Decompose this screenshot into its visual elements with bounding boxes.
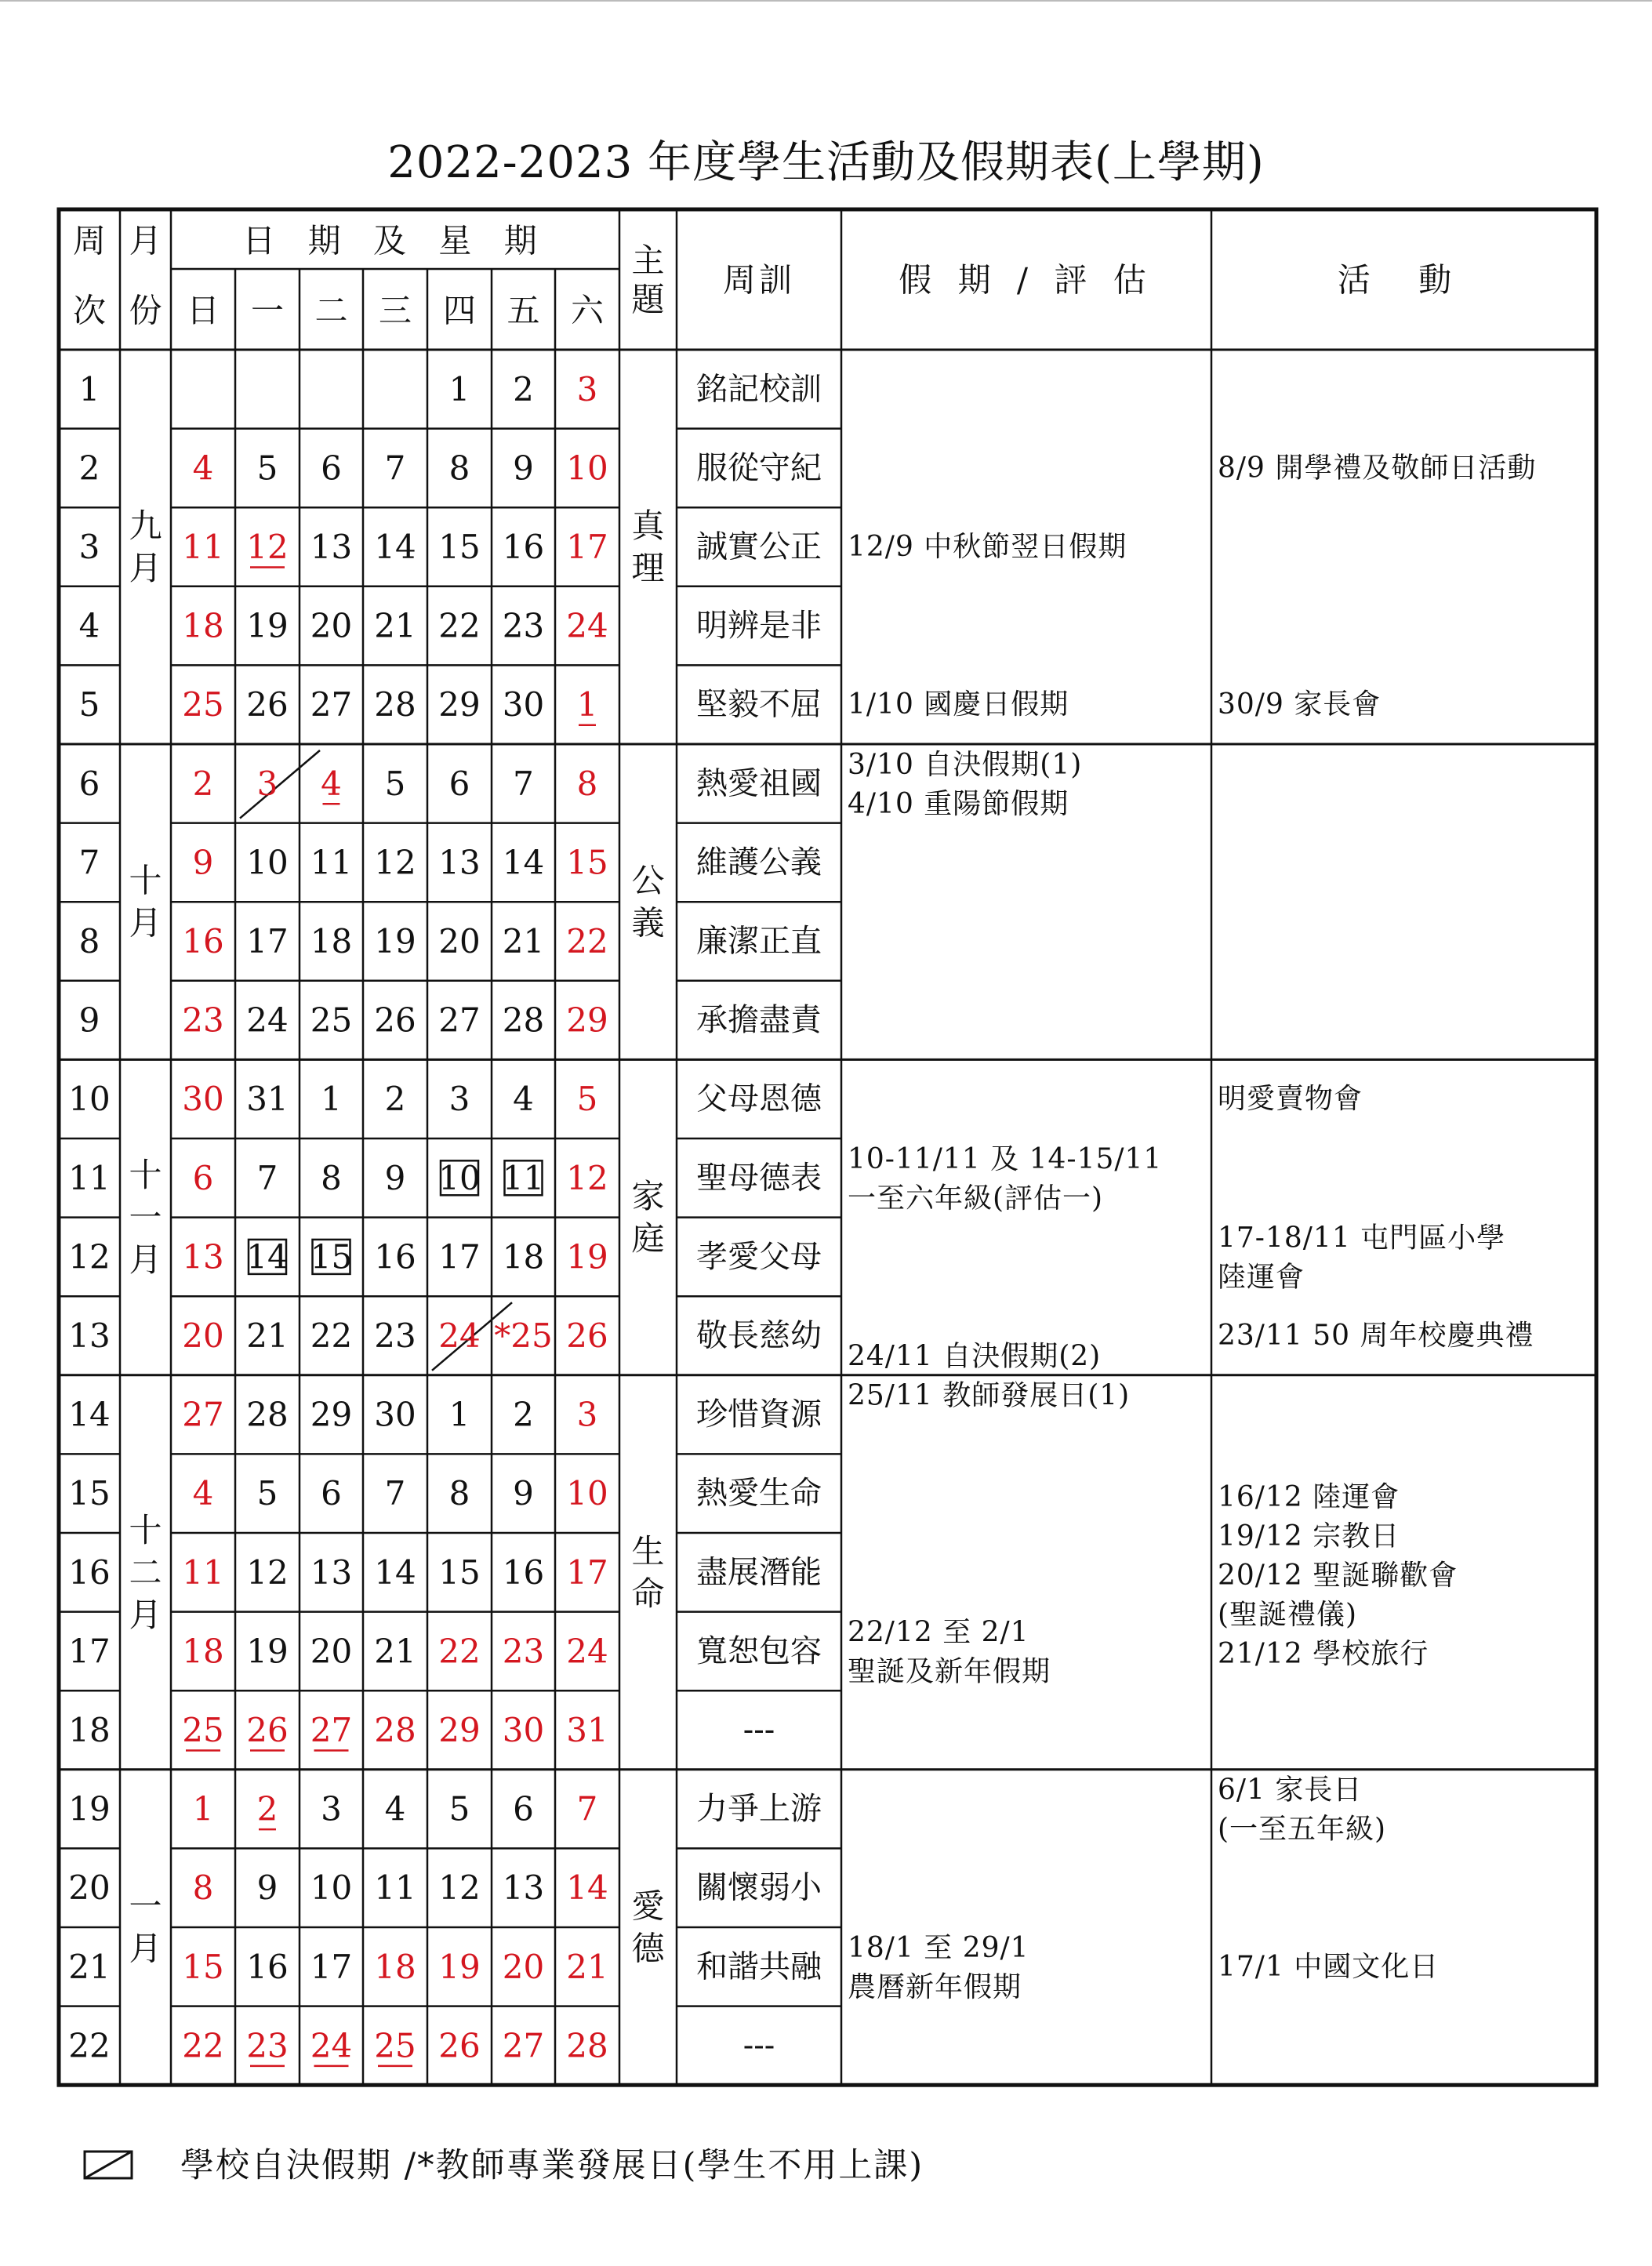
theme-label: 義 bbox=[631, 903, 665, 942]
week-motto: 堅毅不屈 bbox=[696, 686, 822, 723]
week-number: 3 bbox=[78, 528, 100, 566]
day-number: 22 bbox=[438, 606, 481, 645]
activity-note: 16/12 陸運會 bbox=[1218, 1480, 1400, 1513]
header-weekday: 日 bbox=[186, 291, 220, 330]
week-motto: 聖母德表 bbox=[696, 1160, 822, 1197]
slash-box-icon bbox=[83, 2150, 133, 2180]
week-motto: 熱愛生命 bbox=[696, 1475, 822, 1512]
header-holidays: 假 期 / 評 估 bbox=[899, 260, 1154, 300]
holiday-note: 一至六年級(評估一) bbox=[848, 1182, 1104, 1215]
holiday-note: 18/1 至 29/1 bbox=[848, 1931, 1029, 1964]
week-number: 21 bbox=[68, 1947, 111, 1986]
day-number: 8 bbox=[321, 1158, 342, 1197]
week-motto: 維護公義 bbox=[696, 844, 822, 881]
week-motto: 敬長慈幼 bbox=[696, 1317, 822, 1354]
header-weekday: 一 bbox=[250, 291, 285, 330]
week-number: 19 bbox=[68, 1789, 111, 1828]
day-number: 28 bbox=[246, 1395, 289, 1434]
week-number: 8 bbox=[78, 922, 100, 961]
week-number: 7 bbox=[78, 843, 100, 882]
day-number: 2 bbox=[384, 1080, 406, 1119]
day-number: 18 bbox=[182, 1632, 224, 1671]
week-motto: 銘記校訓 bbox=[696, 371, 822, 408]
day-number: 7 bbox=[576, 1789, 598, 1828]
week-motto: 承擔盡責 bbox=[696, 1002, 822, 1039]
day-number: 19 bbox=[438, 1947, 481, 1986]
day-number: 10 bbox=[566, 1474, 608, 1513]
theme-label: 庭 bbox=[631, 1219, 665, 1258]
theme-label: 理 bbox=[631, 549, 665, 587]
day-number: 21 bbox=[374, 1632, 416, 1671]
holiday-note: 12/9 中秋節翌日假期 bbox=[848, 531, 1127, 563]
day-number: 24 bbox=[566, 1632, 608, 1671]
activity-note: 8/9 開學禮及敬師日活動 bbox=[1218, 452, 1537, 485]
day-number: 23 bbox=[502, 606, 545, 645]
day-number: 12 bbox=[566, 1158, 608, 1197]
day-number: 10 bbox=[566, 448, 608, 488]
day-number: 28 bbox=[374, 685, 416, 724]
day-number: 30 bbox=[502, 685, 545, 724]
day-number: 24 bbox=[310, 2026, 353, 2065]
day-number: 15 bbox=[438, 528, 481, 566]
day-number: 29 bbox=[438, 685, 481, 724]
month-label: 一 bbox=[129, 1887, 162, 1926]
day-number: 30 bbox=[374, 1395, 416, 1434]
day-number: 31 bbox=[566, 1711, 608, 1749]
day-number: 16 bbox=[374, 1237, 416, 1276]
theme-label: 命 bbox=[631, 1574, 665, 1613]
week-number: 13 bbox=[68, 1316, 111, 1355]
page-title: 2022-2023 年度學生活動及假期表(上學期) bbox=[387, 137, 1265, 188]
day-number: 3 bbox=[448, 1080, 470, 1119]
week-number: 17 bbox=[68, 1632, 111, 1671]
week-number: 15 bbox=[68, 1474, 111, 1513]
day-number: 26 bbox=[374, 1000, 416, 1040]
day-number: 9 bbox=[384, 1158, 406, 1197]
day-number: 17 bbox=[246, 922, 289, 961]
day-number: 29 bbox=[310, 1395, 353, 1434]
holiday-note: 農曆新年假期 bbox=[848, 1970, 1022, 2003]
holiday-note: 4/10 重陽節假期 bbox=[848, 787, 1069, 820]
day-number: 2 bbox=[513, 1395, 534, 1434]
day-number: 1 bbox=[321, 1080, 342, 1119]
theme-label: 真 bbox=[631, 507, 665, 545]
day-number: 11 bbox=[502, 1158, 545, 1197]
holiday-note: 聖誕及新年假期 bbox=[848, 1655, 1051, 1688]
month-label: 月 bbox=[129, 1929, 162, 1968]
day-number: 4 bbox=[321, 764, 342, 803]
holiday-note: 25/11 教師發展日(1) bbox=[848, 1379, 1131, 1412]
activity-note: 17-18/11 屯門區小學 bbox=[1218, 1222, 1506, 1255]
day-number: 17 bbox=[438, 1237, 481, 1276]
header-theme: 主 bbox=[631, 241, 665, 280]
day-number: 30 bbox=[182, 1080, 224, 1119]
day-number: 26 bbox=[246, 685, 289, 724]
day-number: 16 bbox=[182, 922, 224, 961]
activity-note: 19/12 宗教日 bbox=[1218, 1520, 1400, 1552]
week-motto: 熱愛祖國 bbox=[696, 765, 822, 802]
day-number: 4 bbox=[192, 448, 214, 488]
header-week: 周 bbox=[72, 221, 107, 260]
day-number: 12 bbox=[246, 1552, 289, 1592]
day-number: 31 bbox=[246, 1080, 289, 1119]
day-number: 5 bbox=[256, 1474, 278, 1513]
day-number: 5 bbox=[448, 1789, 470, 1828]
day-number: 19 bbox=[566, 1237, 608, 1276]
day-number: 16 bbox=[502, 1552, 545, 1592]
holiday-note: 10-11/11 及 14-15/11 bbox=[848, 1142, 1163, 1175]
month-label: 二 bbox=[129, 1552, 162, 1592]
day-number: 10 bbox=[310, 1868, 353, 1908]
week-number: 2 bbox=[78, 448, 100, 488]
activity-note: 21/12 學校旅行 bbox=[1218, 1637, 1429, 1670]
week-number: 22 bbox=[68, 2026, 111, 2065]
week-number: 16 bbox=[68, 1552, 111, 1592]
day-number: *25 bbox=[494, 1316, 553, 1355]
theme-label: 生 bbox=[631, 1531, 665, 1571]
day-number: 15 bbox=[566, 843, 608, 882]
day-number: 13 bbox=[438, 843, 481, 882]
day-number: 18 bbox=[182, 606, 224, 645]
week-number: 14 bbox=[68, 1395, 111, 1434]
activity-note: 20/12 聖誕聯歡會 bbox=[1218, 1559, 1458, 1592]
week-motto: 明辨是非 bbox=[696, 608, 822, 645]
week-motto: 關懷弱小 bbox=[696, 1869, 822, 1906]
day-number: 15 bbox=[182, 1947, 224, 1986]
day-number: 21 bbox=[566, 1947, 608, 1986]
day-number: 14 bbox=[374, 1552, 416, 1592]
header-week: 次 bbox=[72, 291, 107, 330]
day-number: 11 bbox=[182, 528, 224, 566]
day-number: 28 bbox=[502, 1000, 545, 1040]
day-number: 22 bbox=[566, 922, 608, 961]
day-number: 8 bbox=[192, 1868, 214, 1908]
day-number: 15 bbox=[310, 1237, 353, 1276]
theme-label: 公 bbox=[631, 861, 665, 900]
week-motto: 孝愛父母 bbox=[696, 1238, 822, 1275]
day-number: 21 bbox=[502, 922, 545, 961]
day-number: 30 bbox=[502, 1711, 545, 1749]
week-motto: 盡展潛能 bbox=[696, 1554, 822, 1591]
month-label: 九 bbox=[129, 507, 162, 545]
day-number: 23 bbox=[182, 1000, 224, 1040]
day-number: 26 bbox=[438, 2026, 481, 2065]
header-activities: 活 動 bbox=[1337, 260, 1471, 300]
day-number: 14 bbox=[246, 1237, 289, 1276]
day-number: 27 bbox=[438, 1000, 481, 1040]
day-number: 7 bbox=[384, 448, 406, 488]
header-date: 日 期 及 星 期 bbox=[242, 221, 548, 260]
holiday-note: 22/12 至 2/1 bbox=[848, 1616, 1029, 1649]
activity-note: 明愛賣物會 bbox=[1218, 1083, 1363, 1116]
day-number: 25 bbox=[310, 1000, 353, 1040]
day-number: 19 bbox=[374, 922, 416, 961]
week-motto: 廉潔正直 bbox=[696, 923, 822, 960]
day-number: 13 bbox=[310, 528, 353, 566]
day-number: 5 bbox=[384, 764, 406, 803]
day-number: 13 bbox=[502, 1868, 545, 1908]
day-number: 5 bbox=[256, 448, 278, 488]
day-number: 8 bbox=[576, 764, 598, 803]
activity-note: (聖誕禮儀) bbox=[1218, 1598, 1358, 1631]
day-number: 28 bbox=[566, 2026, 608, 2065]
day-number: 1 bbox=[448, 1395, 470, 1434]
holiday-note: 1/10 國慶日假期 bbox=[848, 688, 1069, 721]
day-number: 26 bbox=[246, 1711, 289, 1749]
week-motto: 和諧共融 bbox=[696, 1948, 822, 1985]
day-number: 1 bbox=[576, 685, 598, 724]
day-number: 11 bbox=[374, 1868, 416, 1908]
day-number: 2 bbox=[256, 1789, 278, 1828]
week-motto: 力爭上游 bbox=[696, 1791, 822, 1828]
week-number: 4 bbox=[78, 606, 100, 645]
day-number: 14 bbox=[566, 1868, 608, 1908]
day-number: 20 bbox=[438, 922, 481, 961]
week-number: 1 bbox=[78, 369, 100, 409]
day-number: 20 bbox=[310, 606, 353, 645]
day-number: 24 bbox=[246, 1000, 289, 1040]
day-number: 16 bbox=[246, 1947, 289, 1986]
day-number: 16 bbox=[502, 528, 545, 566]
day-number: 27 bbox=[182, 1395, 224, 1434]
header-weekday: 四 bbox=[442, 291, 477, 330]
week-number: 6 bbox=[78, 764, 100, 803]
day-number: 7 bbox=[384, 1474, 406, 1513]
day-number: 25 bbox=[182, 685, 224, 724]
day-number: 15 bbox=[438, 1552, 481, 1592]
day-number: 23 bbox=[246, 2026, 289, 2065]
day-number: 7 bbox=[256, 1158, 278, 1197]
header-weekday: 五 bbox=[506, 291, 540, 330]
theme-label: 愛 bbox=[631, 1887, 665, 1926]
day-number: 6 bbox=[448, 764, 470, 803]
week-motto: --- bbox=[742, 2027, 775, 2064]
day-number: 2 bbox=[192, 764, 214, 803]
day-number: 19 bbox=[246, 606, 289, 645]
activity-note: 30/9 家長會 bbox=[1218, 688, 1382, 721]
day-number: 2 bbox=[513, 369, 534, 409]
month-label: 月 bbox=[129, 1240, 162, 1280]
day-number: 9 bbox=[513, 448, 534, 488]
header-motto: 周訓 bbox=[722, 260, 796, 300]
activity-note: 17/1 中國文化日 bbox=[1218, 1950, 1440, 1983]
day-number: 27 bbox=[310, 685, 353, 724]
day-number: 4 bbox=[513, 1080, 534, 1119]
day-number: 22 bbox=[438, 1632, 481, 1671]
day-number: 3 bbox=[321, 1789, 342, 1828]
week-number: 12 bbox=[68, 1237, 111, 1276]
day-number: 22 bbox=[310, 1316, 353, 1355]
day-number: 12 bbox=[374, 843, 416, 882]
day-number: 11 bbox=[182, 1552, 224, 1592]
activity-note: 6/1 家長日 bbox=[1218, 1774, 1363, 1807]
day-number: 8 bbox=[448, 1474, 470, 1513]
day-number: 22 bbox=[182, 2026, 224, 2065]
day-number: 25 bbox=[182, 1711, 224, 1749]
week-number: 18 bbox=[68, 1711, 111, 1749]
day-number: 13 bbox=[182, 1237, 224, 1276]
holiday-note: 3/10 自決假期(1) bbox=[848, 748, 1083, 781]
day-number: 21 bbox=[246, 1316, 289, 1355]
activity-note: 陸運會 bbox=[1218, 1261, 1305, 1294]
header-weekday: 二 bbox=[314, 291, 348, 330]
day-number: 27 bbox=[310, 1711, 353, 1749]
week-motto: --- bbox=[742, 1712, 775, 1749]
day-number: 29 bbox=[566, 1000, 608, 1040]
table-border bbox=[59, 209, 1596, 2085]
week-motto: 誠實公正 bbox=[696, 528, 822, 565]
theme-label: 德 bbox=[631, 1929, 665, 1968]
day-number: 21 bbox=[374, 606, 416, 645]
week-number: 5 bbox=[78, 685, 100, 724]
day-number: 12 bbox=[438, 1868, 481, 1908]
day-number: 10 bbox=[246, 843, 289, 882]
day-number: 23 bbox=[502, 1632, 545, 1671]
day-number: 24 bbox=[438, 1316, 481, 1355]
day-number: 7 bbox=[513, 764, 534, 803]
day-number: 6 bbox=[321, 448, 342, 488]
day-number: 28 bbox=[374, 1711, 416, 1749]
month-label: 月 bbox=[129, 1595, 162, 1634]
table-grid bbox=[59, 209, 1596, 2085]
week-motto: 寬恕包容 bbox=[696, 1632, 822, 1669]
day-number: 1 bbox=[448, 369, 470, 409]
day-number: 9 bbox=[192, 843, 214, 882]
day-number: 17 bbox=[566, 528, 608, 566]
day-number: 17 bbox=[310, 1947, 353, 1986]
day-number: 6 bbox=[513, 1789, 534, 1828]
day-number: 3 bbox=[576, 369, 598, 409]
day-number: 11 bbox=[310, 843, 353, 882]
day-number: 26 bbox=[566, 1316, 608, 1355]
week-motto: 父母恩德 bbox=[696, 1080, 822, 1117]
day-number: 19 bbox=[246, 1632, 289, 1671]
day-number: 18 bbox=[502, 1237, 545, 1276]
day-number: 6 bbox=[321, 1474, 342, 1513]
day-number: 4 bbox=[192, 1474, 214, 1513]
day-number: 18 bbox=[310, 922, 353, 961]
day-number: 18 bbox=[374, 1947, 416, 1986]
day-number: 3 bbox=[576, 1395, 598, 1434]
day-number: 8 bbox=[448, 448, 470, 488]
day-number: 13 bbox=[310, 1552, 353, 1592]
day-number: 9 bbox=[256, 1868, 278, 1908]
header-month: 份 bbox=[129, 291, 162, 330]
day-number: 20 bbox=[502, 1947, 545, 1986]
day-number: 3 bbox=[256, 764, 278, 803]
header-month: 月 bbox=[129, 221, 162, 260]
day-number: 9 bbox=[513, 1474, 534, 1513]
day-number: 5 bbox=[576, 1080, 598, 1119]
day-number: 6 bbox=[192, 1158, 214, 1197]
day-number: 17 bbox=[566, 1552, 608, 1592]
week-motto: 服從守紀 bbox=[696, 449, 822, 486]
day-number: 14 bbox=[502, 843, 545, 882]
day-number: 1 bbox=[192, 1789, 214, 1828]
day-number: 10 bbox=[438, 1158, 481, 1197]
holiday-note: 24/11 自決假期(2) bbox=[848, 1340, 1102, 1373]
activity-note: 23/11 50 周年校慶典禮 bbox=[1218, 1320, 1534, 1352]
week-number: 11 bbox=[68, 1158, 111, 1197]
day-number: 20 bbox=[310, 1632, 353, 1671]
day-number: 24 bbox=[566, 606, 608, 645]
month-label: 月 bbox=[129, 903, 162, 942]
week-motto: 珍惜資源 bbox=[696, 1396, 822, 1433]
month-label: 十 bbox=[129, 861, 162, 900]
header-weekday: 六 bbox=[570, 291, 605, 330]
theme-label: 家 bbox=[631, 1177, 665, 1216]
day-number: 14 bbox=[374, 528, 416, 566]
day-number: 4 bbox=[384, 1789, 406, 1828]
day-number: 25 bbox=[374, 2026, 416, 2065]
table-text bbox=[68, 222, 1536, 2065]
header-weekday: 三 bbox=[378, 291, 412, 330]
day-number: 29 bbox=[438, 1711, 481, 1749]
activity-note: (一至五年級) bbox=[1218, 1813, 1387, 1846]
day-number: 20 bbox=[182, 1316, 224, 1355]
week-number: 20 bbox=[68, 1868, 111, 1908]
day-number: 23 bbox=[374, 1316, 416, 1355]
day-number: 27 bbox=[502, 2026, 545, 2065]
header-theme: 題 bbox=[631, 280, 665, 319]
week-number: 10 bbox=[68, 1080, 111, 1119]
month-label: 月 bbox=[129, 549, 162, 587]
month-label: 十 bbox=[129, 1510, 162, 1549]
week-number: 9 bbox=[78, 1000, 100, 1040]
legend-text: 學校自決假期 /*教師專業發展日(學生不用上課) bbox=[180, 2146, 924, 2185]
day-number: 12 bbox=[246, 528, 289, 566]
day-slash bbox=[240, 750, 320, 819]
month-label: 一 bbox=[129, 1198, 162, 1237]
month-label: 十 bbox=[129, 1156, 162, 1195]
